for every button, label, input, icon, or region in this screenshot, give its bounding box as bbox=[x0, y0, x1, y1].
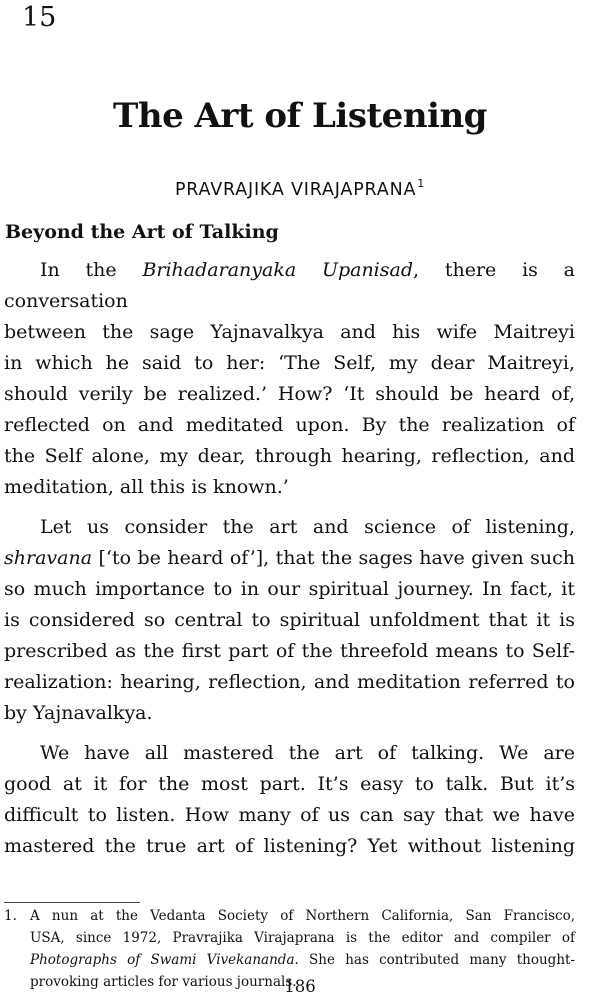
text-segment: prescribed as the first part of the threefold means to Self- bbox=[4, 640, 575, 662]
author-line bbox=[0, 173, 600, 201]
chapter-title: The Art of Listening bbox=[113, 96, 487, 136]
text-segment: meditation, all this is known.’ bbox=[4, 476, 289, 498]
text-segment: reflected on and meditated upon. By the realization of bbox=[4, 414, 575, 436]
text-line bbox=[4, 574, 575, 605]
text-line bbox=[4, 738, 575, 769]
text-line bbox=[4, 605, 575, 636]
text-segment: so much importance to in our spiritual journey. In fact, it bbox=[4, 578, 575, 600]
text-line bbox=[30, 949, 575, 971]
text-line bbox=[4, 543, 575, 574]
text-line bbox=[4, 512, 575, 543]
text-segment: [‘to be heard of’], that the sages have given such bbox=[92, 547, 575, 569]
text-line bbox=[4, 800, 575, 831]
page-number: 186 bbox=[284, 977, 316, 996]
footnote-marker: 1 bbox=[417, 177, 426, 190]
text-segment: good at it for the most part. It’s easy to talk. But it’s bbox=[4, 773, 575, 795]
text-line bbox=[4, 410, 575, 441]
text-segment: realization: hearing, reflection, and meditation referred to bbox=[4, 671, 575, 693]
text-line bbox=[4, 698, 575, 729]
text-segment: mastered the true art of listening? Yet without listening bbox=[4, 835, 575, 857]
text-segment: difficult to listen. How many of us can say that we have bbox=[4, 804, 575, 826]
text-line bbox=[4, 667, 575, 698]
italic-text: Photographs of Swami Vivekananda bbox=[30, 952, 295, 968]
text-line bbox=[30, 927, 575, 949]
footnote-divider bbox=[4, 902, 140, 903]
text-segment: is considered so central to spiritual unfoldment that it is bbox=[4, 609, 575, 631]
text-segment: . She has contributed many thought- bbox=[294, 952, 576, 968]
text-segment: Let us consider the art and science of listening, bbox=[40, 516, 575, 538]
text-line bbox=[4, 348, 575, 379]
chapter-number: 15 bbox=[22, 2, 57, 33]
text-line bbox=[30, 905, 575, 927]
text-segment: , there is a conversation bbox=[4, 259, 576, 312]
footnote-number: 1. bbox=[4, 908, 17, 924]
text-line bbox=[4, 379, 575, 410]
text-segment: the Self alone, my dear, through hearing, reflection, and bbox=[4, 445, 575, 467]
text-line bbox=[4, 831, 575, 862]
text-segment: provoking articles for various journals. bbox=[30, 974, 297, 990]
text-line bbox=[4, 317, 575, 348]
text-segment: USA, since 1972, Pravrajika Virajaprana is the editor and compiler of bbox=[30, 930, 575, 946]
text-segment: in which he said to her: ‘The Self, my dear Maitreyi, bbox=[4, 352, 575, 374]
text-segment: by Yajnavalkya. bbox=[4, 702, 153, 724]
paragraph bbox=[4, 512, 575, 729]
section-heading: Beyond the Art of Talking bbox=[5, 221, 279, 243]
paragraph bbox=[4, 255, 575, 503]
paragraph bbox=[4, 738, 575, 862]
text-line bbox=[4, 255, 575, 317]
text-line bbox=[4, 472, 575, 503]
text-line bbox=[4, 636, 575, 667]
text-segment: between the sage Yajnavalkya and his wife Maitreyi bbox=[4, 321, 575, 343]
text-segment: In the bbox=[40, 259, 143, 281]
text-segment: should verily be realized.’ How? ‘It should be heard of, bbox=[4, 383, 575, 405]
italic-text: Brihadaranyaka Upanisad bbox=[142, 259, 414, 281]
text-segment: A nun at the Vedanta Society of Northern California, San Francisco, bbox=[30, 908, 575, 924]
text-line bbox=[4, 769, 575, 800]
text-segment: We have all mastered the art of talking. We are bbox=[40, 742, 575, 764]
author-name: PRAVRAJIKA VIRAJAPRANA bbox=[174, 180, 417, 200]
body-text bbox=[4, 255, 575, 871]
italic-text: shravana bbox=[4, 547, 93, 569]
text-line bbox=[4, 441, 575, 472]
